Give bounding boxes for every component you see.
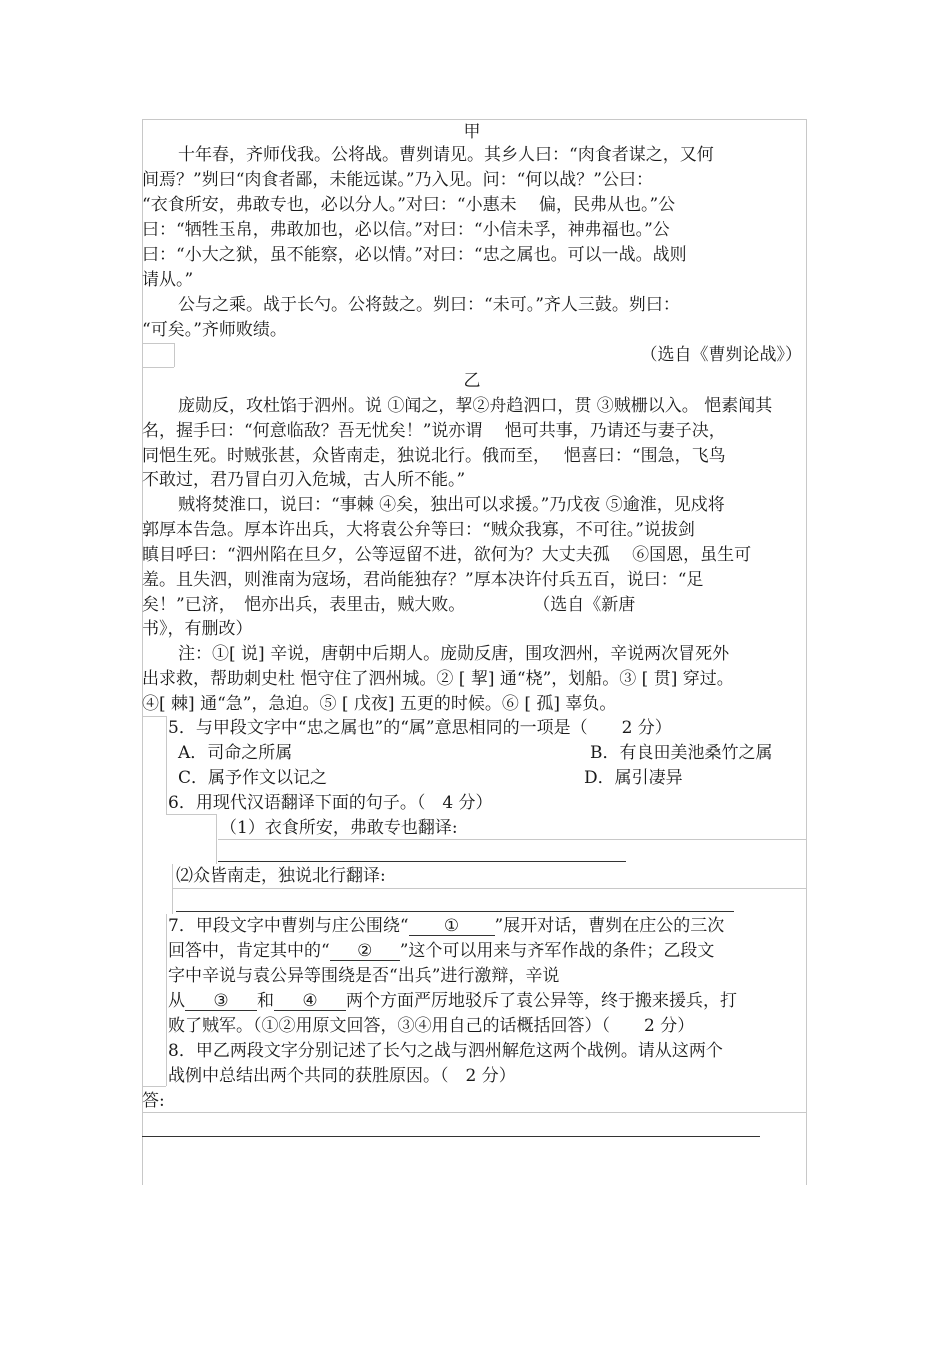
- q6-item2-answer-line[interactable]: [176, 911, 734, 912]
- section-b-line: 贼将焚淮口，说曰：“事棘 ④矣，独出可以求援。”乃戊夜 ⑤逾淮，见戍将: [178, 495, 725, 515]
- q7-blank-3[interactable]: ③: [185, 992, 257, 1011]
- section-a-line: 十年春，齐师伐我。公将战。曹刿请见。其乡人曰：“肉食者谋之，又何: [178, 145, 714, 165]
- section-b-line: 庞勋反，攻杜馅于泗州。说 ①闻之，挈②舟趋泗口，贯 ③贼栅以入。 悒素闻其: [178, 396, 773, 416]
- section-a-line: 曰：“小大之狱，虽不能察，必以情。”对曰：“忠之属也。可以一战。战则: [142, 245, 687, 265]
- q7-text: 从: [168, 991, 185, 1011]
- q7-text: 7．甲段文字中曹刿与庄公围绕“: [168, 916, 409, 936]
- q6-item1-label: （1）衣食所安，弗敢专也翻译:: [220, 818, 458, 838]
- q5-option-c[interactable]: C．属予作文以记之: [178, 768, 328, 788]
- q5-option-a[interactable]: A．司命之所属: [178, 743, 293, 763]
- q7-text: ”展开对话，曹刿在庄公的三次: [494, 916, 725, 936]
- q6-item2-label: ⑵众皆南走，独说北行翻译:: [176, 866, 386, 886]
- section-a-line: 公与之乘。战于长勺。公将鼓之。刿曰：“未可。”齐人三鼓。刿曰：: [178, 295, 680, 315]
- section-b-line: 书》，有删改）: [142, 619, 253, 639]
- box-line: [216, 814, 217, 864]
- section-b-line: 郭厚本告急。厚本许出兵，大将袁公弁等曰：“贼众我寡，不可往。”说拔剑: [142, 520, 695, 540]
- q7-line4: [168, 989, 798, 1014]
- q5-option-d[interactable]: D．属引凄异: [584, 768, 683, 788]
- section-b-line: 羞。且失泗，则淮南为寇场，君尚能独存？”厚本决许付兵五百，说曰：“足: [142, 570, 704, 590]
- box-line: [166, 814, 216, 815]
- q7-line2: [168, 939, 798, 964]
- answer-line: [142, 1112, 807, 1113]
- q7-line5: 败了贼军。（①②用原文回答，③④用自己的话概括回答）（ 2 分）: [168, 1016, 695, 1036]
- box-line: [172, 864, 173, 914]
- section-b-line: 矣！”已济， 悒亦出兵，表里击，贼大败。 （选自《新唐: [142, 595, 636, 615]
- box-line: [142, 716, 166, 717]
- q7-line1: [168, 914, 798, 939]
- section-b-heading: 乙: [463, 371, 481, 391]
- q7-line3: 字中辛说与袁公异等围绕是否“出兵”进行激辩，辛说: [168, 966, 560, 986]
- q5-stem: 5．与甲段文字中“忠之属也”的“属”意思相同的一项是（ 2 分）: [168, 718, 672, 738]
- box-line: [166, 914, 167, 1086]
- q5-option-b[interactable]: B．有良田美池桑竹之属: [590, 743, 773, 763]
- section-a-line: “衣食所安，弗敢专也，必以分人。”对曰：“小惠未 偏，民弗从也。”公: [142, 195, 676, 215]
- q6-item1-answer-line[interactable]: [218, 861, 626, 862]
- box-line: [166, 716, 167, 814]
- notes-line: 出求救，帮助刺史杜 悒守住了泗州城。② [ 挈] 通“桡”，划船。③ [ 贯] 穿过。: [142, 669, 734, 689]
- q8-answer-label: 答:: [142, 1091, 165, 1111]
- q8-answer-line[interactable]: [142, 1136, 760, 1137]
- section-b-line: 瞋目呼曰：“泗州陷在旦夕，公等逗留不进，欲何为？大丈夫孤 ⑥国恩，虽生可: [142, 545, 752, 565]
- section-a-line: 间焉？”刿曰“肉食者鄙，未能远谋。”乃入见。问：“何以战？”公曰：: [142, 170, 653, 190]
- q7-text: ”这个可以用来与齐军作战的条件；乙段文: [399, 941, 715, 961]
- section-a-heading: 甲: [463, 122, 481, 142]
- q7-blank-2[interactable]: ②: [330, 942, 400, 961]
- q7-blank-4[interactable]: ④: [274, 992, 346, 1011]
- notes-line: 注：①[ 说] 辛说，唐朝中后期人。庞勋反唐，围攻泗州，辛说两次冒死外: [178, 644, 730, 664]
- notes-line: ④[ 棘] 通“急”，急迫。⑤ [ 戊夜] 五更的时候。⑥ [ 孤] 辜负。: [142, 694, 617, 714]
- right-border-line: [806, 119, 807, 1185]
- q7-text: 回答中，肯定其中的“: [168, 941, 330, 961]
- q7-text: 和: [257, 991, 274, 1011]
- q7-text: 两个方面严厉地驳斥了袁公异等，终于搬来援兵，打: [346, 991, 737, 1011]
- q8-line2: 战例中总结出两个共同的获胜原因。（ 2 分）: [168, 1066, 516, 1086]
- section-b-line: 同悒生死。时贼张甚，众皆南走，独说北行。俄而至， 悒喜曰：“围急，飞鸟: [142, 446, 726, 466]
- section-b-line: 名，握手曰：“何意临敌？吾无忧矣！”说亦谓 悒可共事，乃请还与妻子决，: [142, 421, 726, 441]
- section-b-line: 不敢过，君乃冒白刃入危城，古人所不能。”: [142, 470, 466, 490]
- q6-stem: 6．用现代汉语翻译下面的句子。（ 4 分）: [168, 793, 493, 813]
- q8-line1: 8．甲乙两段文字分别记述了长勺之战与泗州解危这两个战例。请从这两个: [168, 1041, 723, 1061]
- section-a-line: “可矣。”齐师败绩。: [142, 320, 287, 340]
- answer-line: [172, 888, 806, 889]
- section-a-line: 曰：“牺牲玉帛，弗敢加也，必以信。”对曰：“小信未孚，神弗福也。”公: [142, 220, 670, 240]
- section-a-source: （选自《曹刿论战》）: [640, 345, 802, 365]
- section-a-line: 请从。”: [142, 270, 194, 290]
- answer-line: [218, 839, 806, 840]
- q7-blank-1[interactable]: ①: [409, 917, 495, 936]
- box-line: [142, 1086, 166, 1087]
